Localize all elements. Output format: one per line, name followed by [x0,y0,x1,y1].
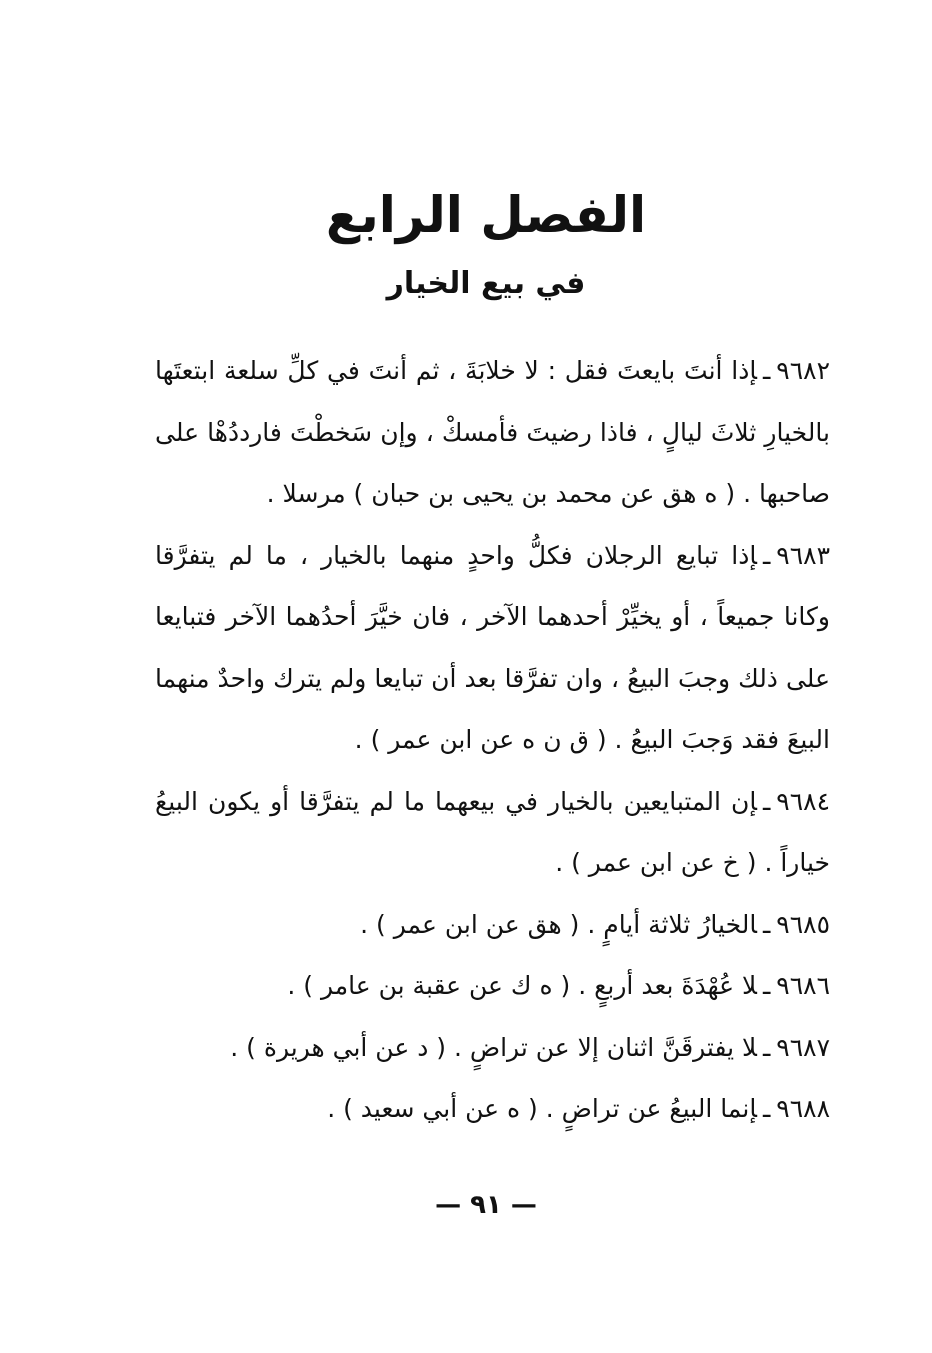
hadith-entry [155,1078,830,1140]
hadith-number: ٩٦٨٧ [776,1032,830,1062]
hadith-text: إذا أنتَ بايعتَ فقل : لا خلابَةَ ، ثم أنتَ في كلِّ سلعة ابتعتَها بالخيارِ ثلاثَ ليالٍ ، فاذا رضيتَ فأمسكْ ، وإن سَخطْتَ فارددُهْا على صاحبها . ( ه هق عن محمد بن يحيى بن حبان ) مرسلا . [155,356,830,508]
hadith-entry [155,525,830,771]
hadith-number: ٩٦٨٥ [776,909,830,939]
hadith-separator: ـ [762,971,771,1000]
hadith-separator: ـ [762,1094,771,1123]
hadith-entry [155,894,830,956]
chapter-title: الفصل الرابع [325,186,647,244]
hadith-separator: ـ [762,356,771,385]
hadith-text: لا يفترقَنَّ اثنان إلا عن تراضٍ . ( د عن أبي هريرة ) . [230,1032,757,1062]
chapter-subtitle: في بيع الخيار [386,266,586,301]
hadith-entry [155,340,830,525]
hadith-entry [155,955,830,1017]
hadith-number: ٩٦٨٢ [776,356,830,385]
hadith-number: ٩٦٨٦ [776,971,830,1000]
hadith-text: إذا تبايع الرجلان فكلُّ واحدٍ منهما بالخيار ، ما لم يتفرَّقا وكانا جميعاً ، أو يخيِّرْ أحدهما الآخر ، فان خيَّرَ أحدُهما الآخر فتبايعا على ذلك وجبَ البيعُ ، وان تفرَّقا بعد أن تبايعا ولم يترك واحدٌ منهما البيعَ فقد وَجبَ البيعُ . ( ق ن ه عن ابن عمر ) . [155,540,830,754]
hadith-entry [155,1017,830,1079]
hadith-number: ٩٦٨٣ [776,540,830,570]
hadith-text: إنما البيعُ عن تراضٍ . ( ه عن أبي سعيد ) . [327,1094,757,1123]
page-number: — ٩١ — [435,1190,537,1220]
hadith-entry [155,771,830,894]
hadith-text: لا عُهْدَةَ بعد أربعٍ . ( ه ك عن عقبة بن عامر ) . [287,971,757,1000]
hadith-number: ٩٦٨٤ [776,786,830,816]
hadith-text: إن المتبايعين بالخيار في بيعهما ما لم يتفرَّقا أو يكون البيعُ خياراً . ( خ عن ابن عمر ) . [155,786,830,877]
hadith-list [155,340,830,1140]
hadith-separator: ـ [762,786,771,816]
hadith-text: الخيارُ ثلاثة أيامٍ . ( هق عن ابن عمر ) . [360,909,757,939]
hadith-separator: ـ [762,1032,771,1062]
hadith-separator: ـ [762,909,771,939]
hadith-separator: ـ [762,540,771,570]
hadith-number: ٩٦٨٨ [776,1094,830,1123]
